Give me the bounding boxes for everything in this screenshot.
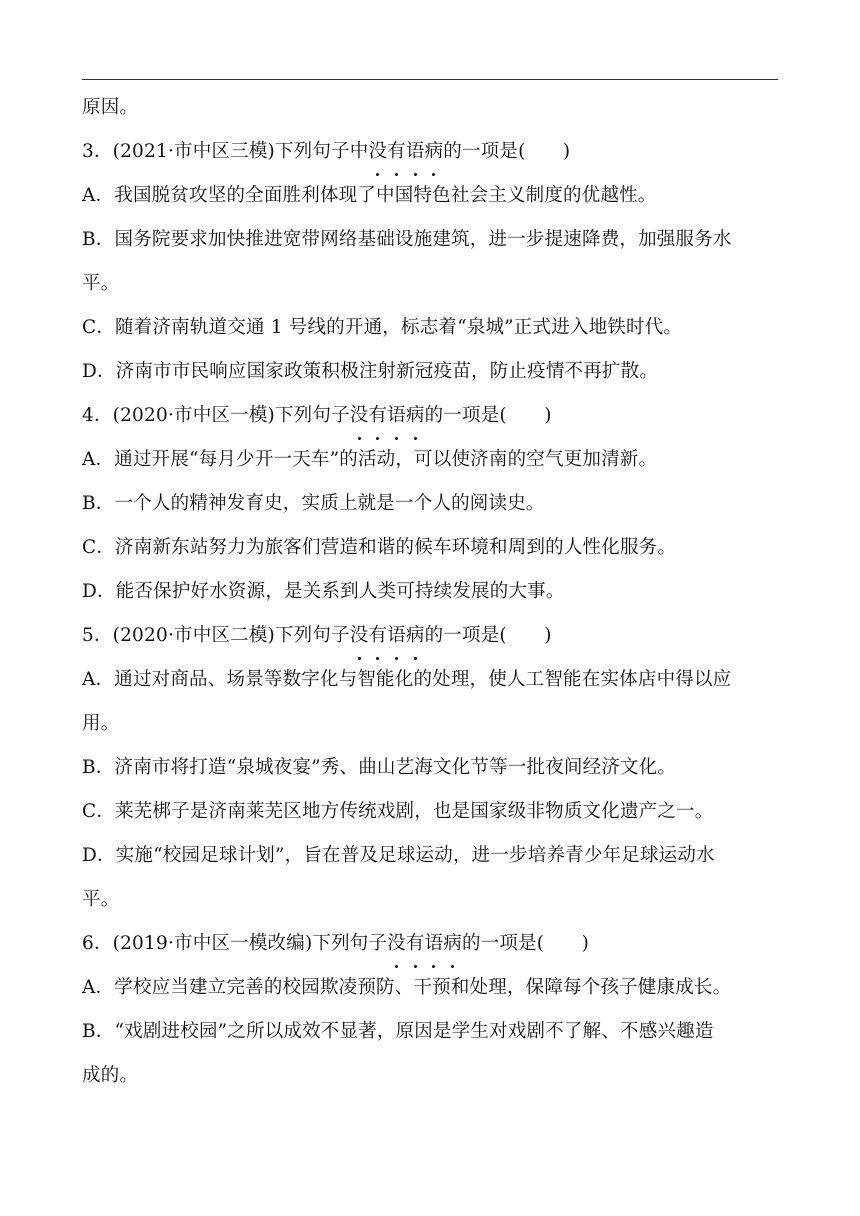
question-stem	[82, 922, 782, 966]
option-line: A．通过开展“每月少开一天车”的活动，可以使济南的空气更加清新。	[82, 449, 658, 470]
question-suffix: 的一项是( )	[424, 405, 552, 426]
option-line: A．通过对商品、场景等数字化与智能化的处理，使人工智能在实体店中得以应	[82, 669, 732, 690]
option-line: B．“戏剧进校园”之所以成效不显著，原因是学生对戏剧不了解、不感兴趣造	[82, 1021, 714, 1042]
option-line: 成的。	[82, 1065, 139, 1086]
emphasis-char: 有	[368, 614, 387, 658]
continued-fragment: 原因。	[82, 97, 139, 118]
emphasis-char: 没	[368, 130, 387, 174]
emphasis-char: 病	[443, 922, 462, 966]
option-line: B．国务院要求加快推进宽带网络基础设施建筑，进一步提速降费，加强服务水	[82, 229, 732, 250]
emphasis-char: 有	[387, 130, 406, 174]
option-line: D．能否保护好水资源，是关系到人类可持续发展的大事。	[82, 581, 565, 602]
emphasis-char: 语	[425, 922, 444, 966]
option-line: A．我国脱贫攻坚的全面胜利体现了中国特色社会主义制度的优越性。	[82, 185, 657, 206]
emphasis-char: 语	[387, 394, 406, 438]
emphasis-char: 有	[368, 394, 387, 438]
question-prefix: 5．(2020·市中区二模)下列句子	[82, 625, 350, 646]
option-line: 平。	[82, 889, 120, 910]
option-line: B．一个人的精神发育史，实质上就是一个人的阅读史。	[82, 493, 545, 514]
option-line: D．实施“校园足球计划”，旨在普及足球运动，进一步培养青少年足球运动水	[82, 845, 715, 866]
question-prefix: 4．(2020·市中区一模)下列句子	[82, 405, 350, 426]
question-prefix: 3．(2021·市中区三模)下列句子中	[82, 141, 369, 162]
emphasis-char: 有	[406, 922, 425, 966]
option-line: B．济南市将打造“泉城夜宴”秀、曲山艺海文化节等一批夜间经济文化。	[82, 757, 677, 778]
option-line: 用。	[82, 713, 120, 734]
question-stem	[82, 394, 782, 438]
emphasis-char: 语	[387, 614, 406, 658]
emphasis-char: 病	[425, 130, 444, 174]
question-stem	[82, 614, 782, 658]
emphasis-char: 病	[406, 614, 425, 658]
option-line: C．随着济南轨道交通 1 号线的开通，标志着“泉城”正式进入地铁时代。	[82, 317, 683, 338]
header-rule	[82, 79, 778, 80]
emphasis-char: 没	[387, 922, 406, 966]
option-line: C．莱芜梆子是济南莱芜区地方传统戏剧，也是国家级非物质文化遗产之一。	[82, 801, 714, 822]
emphasis-char: 病	[406, 394, 425, 438]
question-stem	[82, 130, 782, 174]
emphasis-char: 语	[406, 130, 425, 174]
option-line: A．学校应当建立完善的校园欺凌预防、干预和处理，保障每个孩子健康成长。	[82, 977, 732, 998]
option-line: 平。	[82, 273, 120, 294]
document-body	[82, 86, 782, 1098]
option-line: C．济南新东站努力为旅客们营造和谐的候车环境和周到的人性化服务。	[82, 537, 677, 558]
question-prefix: 6．(2019·市中区一模改编)下列句子	[82, 933, 388, 954]
emphasis-char: 没	[350, 394, 369, 438]
question-suffix: 的一项是( )	[443, 141, 571, 162]
option-line: D．济南市市民响应国家政策积极注射新冠疫苗，防止疫情不再扩散。	[82, 361, 659, 382]
question-suffix: 的一项是( )	[461, 933, 590, 954]
question-suffix: 的一项是( )	[424, 625, 552, 646]
emphasis-char: 没	[350, 614, 369, 658]
